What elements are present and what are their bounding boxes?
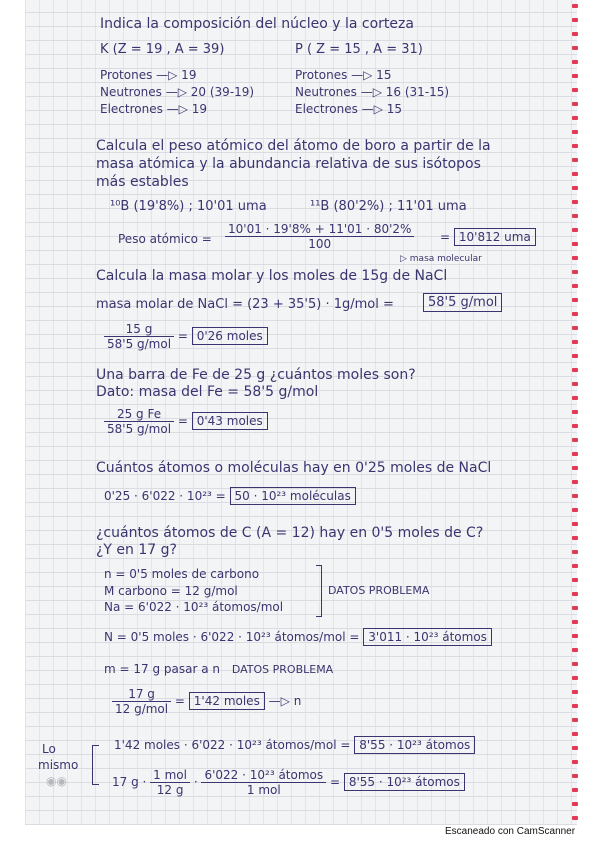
s6-eq1: [104, 628, 492, 646]
datos-label-2: DATOS PROBLEMA: [231, 663, 334, 676]
result-box: 8'55 · 10²³ átomos: [354, 736, 475, 754]
s2-line: Calcula el peso atómico del átomo de boro a partir de la: [96, 138, 491, 154]
fraction-numerator: 1 mol: [150, 768, 190, 783]
p-row: Electrones —▷ 15: [295, 102, 402, 116]
s1-title: Indica la composición del núcleo y la corteza: [100, 16, 414, 32]
result-box: 10'812 uma: [454, 228, 536, 246]
fraction-denominator: 58'5 g/mol: [107, 422, 172, 436]
peso-atomico-result: = 10'812 uma: [440, 228, 536, 246]
fraction-numerator: 6'022 · 10²³ átomos: [201, 768, 326, 783]
s6-eq3: 17 g · $\frac{\text{1 mol}}{12 g}$ · $\frac{\text{6'022 · 10²³ átomos}}{\text{1 mol}}$ = 8'55 · 10²³ átomos: [112, 768, 465, 797]
m-line-text: m = 17 g pasar a n: [104, 662, 220, 676]
isotope-b11: ¹¹B (80'2%) ; 11'01 uma: [310, 199, 467, 214]
fraction-denominator: 1 mol: [246, 783, 281, 797]
mismo-label: mismo: [38, 758, 79, 772]
result-box: 8'55 · 10²³ átomos: [344, 773, 465, 791]
k-row: Electrones —▷ 19: [100, 102, 207, 116]
dato-na: Na = 6'022 · 10²³ átomos/mol: [104, 600, 284, 614]
result-box: 0'26 moles: [192, 327, 268, 345]
s3-result: [423, 293, 502, 312]
result-box: 1'42 moles: [189, 692, 265, 710]
k-row: Neutrones —▷ 20 (39-19): [100, 85, 255, 99]
s3-title: Calcula la masa molar y los moles de 15g de NaCl: [96, 268, 448, 284]
s3-note: ▷ masa molecular: [400, 254, 482, 264]
comparison-brace: [92, 745, 99, 785]
s4-line: Dato: masa del Fe = 58'5 g/mol: [96, 384, 319, 400]
s6-eq3-a: 17 g ·: [112, 775, 147, 789]
s6-eq2-text: 1'42 moles · 6'022 · 10²³ átomos/mol =: [114, 738, 351, 752]
fraction-numerator: 10'01 · 19'8% + 11'01 · 80'2%: [225, 222, 414, 237]
datos-brace: [316, 565, 322, 617]
s4-fraction: $\frac{\text{25 g Fe}}{\text{58'5 g/mol}}$ = 0'43 moles: [104, 407, 268, 436]
s6-line: ¿cuántos átomos de C (A = 12) hay en 0'5 moles de C?: [96, 525, 484, 541]
dato-m: M carbono = 12 g/mol: [104, 584, 238, 598]
s5-eq-text: 0'25 · 6'022 · 10²³ =: [104, 489, 226, 503]
s6-fraction: $\frac{17 g}{\text{12 g/mol}}$ = 1'42 moles —▷ n: [112, 687, 301, 716]
fraction-numerator: 15 g: [104, 322, 174, 337]
peso-atomico-label: Peso atómico =: [118, 232, 212, 246]
s5-equation: [104, 487, 356, 505]
peso-atomico-fraction: [225, 222, 414, 251]
arrow-n: —▷ n: [268, 694, 302, 708]
s3-equation: masa molar de NaCl = (23 + 35'5) · 1g/mol =: [96, 297, 394, 312]
fraction-denominator: 12 g/mol: [115, 702, 169, 716]
s2-line: más estables: [96, 174, 189, 190]
lo-label: Lo: [42, 742, 56, 756]
fraction-denominator: 58'5 g/mol: [107, 337, 172, 351]
result-box: 3'011 · 10²³ átomos: [363, 628, 492, 646]
fraction-numerator: 17 g: [112, 687, 171, 702]
result-box: 0'43 moles: [192, 412, 268, 430]
k-row: Protones —▷ 19: [100, 68, 197, 82]
fraction-denominator: 12 g: [156, 783, 184, 797]
fraction-denominator: 100: [308, 237, 332, 251]
spiral-binding: [560, 0, 582, 825]
s3-fraction: $\frac{15 g}{\text{58'5 g/mol}}$ = 0'26 moles: [104, 322, 268, 351]
result-box: 50 · 10²³ moléculas: [230, 487, 356, 505]
p-heading: P ( Z = 15 , A = 31): [295, 42, 423, 57]
scanner-footer: Escaneado con CamScanner: [445, 826, 576, 837]
s5-title: Cuántos átomos o moléculas hay en 0'25 moles de NaCl: [96, 460, 492, 476]
p-row: Neutrones —▷ 16 (31-15): [295, 85, 450, 99]
s6-m-line: [104, 662, 333, 676]
datos-label: DATOS PROBLEMA: [328, 584, 430, 597]
s6-line: ¿Y en 17 g?: [96, 542, 177, 558]
isotope-b10: ¹⁰B (19'8%) ; 10'01 uma: [110, 199, 267, 214]
s6-eq1-text: N = 0'5 moles · 6'022 · 10²³ átomos/mol =: [104, 630, 360, 644]
s4-line: Una barra de Fe de 25 g ¿cuántos moles son?: [96, 367, 416, 383]
s6-eq2: [114, 736, 475, 754]
smiley-icon: ◉◉: [46, 774, 67, 788]
result-box: 58'5 g/mol: [423, 293, 502, 312]
s2-line: masa atómica y la abundancia relativa de sus isótopos: [96, 156, 481, 172]
fraction-numerator: 25 g Fe: [104, 407, 174, 422]
p-row: Protones —▷ 15: [295, 68, 392, 82]
dato-n: n = 0'5 moles de carbono: [104, 567, 260, 581]
k-heading: K (Z = 19 , A = 39): [100, 42, 225, 57]
